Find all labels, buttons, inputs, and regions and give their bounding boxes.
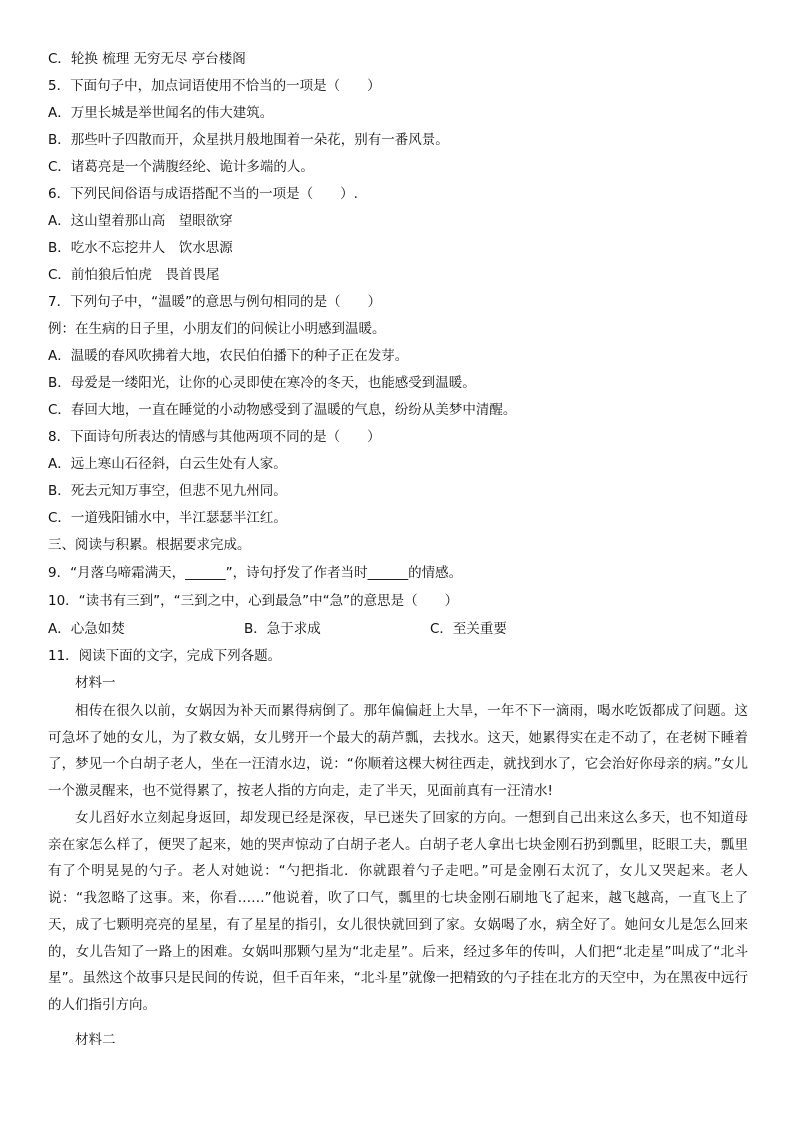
option-8a: A．远上寒山石径斜，白云生处有人家。 xyxy=(48,456,287,472)
option-6a: A．这山望着那山高 望眼欲穿 xyxy=(48,213,233,229)
option-10b: B．急于求成 xyxy=(244,621,321,637)
material-2-heading: 材料二 xyxy=(75,1032,116,1048)
material-1-paragraph-2: 女儿舀好水立刻起身返回，却发现已经是深夜，早已迷失了回家的方向。一想到自己出来这么多天，也不知道母亲在家怎么样了，便哭了起来，她的哭声惊动了白胡子老人。白胡子老人拿出七块金刚石扔到瓢里，眨眼工夫，瓢里有了个明晃晃的勺子。老人对她说：“勺把指北．你就跟着勺子走吧。”可是金刚石太沉了，女儿又哭起来。老人说：“我忽略了这事。来，你看……”他说着，吹了口气，瓢里的七块金刚石刷地飞了起来，越飞越高，一直飞上了天，成了七颗明亮亮的星星，有了星星的指引，女儿很快就回到了家。女娲喝了水，病全好了。她问女儿是怎么回来的，女儿告知了一路上的困难。女娲叫那颗勺星为“北走星”。后来，经过多年的传叫，人们把“北走星”叫成了“北斗星”。虽然这个故事只是民间的传说，但千百年来，“北斗星”就像一把精致的勺子挂在北方的天空中，为在黑夜中远行的人们指引方向。 xyxy=(48,810,748,1013)
option-6c: C．前怕狼后怕虎 畏首畏尾 xyxy=(48,267,220,283)
question-9: 9．“月落乌啼霜满天，______”，诗句抒发了作者当时______的情感。 xyxy=(48,565,463,581)
material-1-paragraph-1: 相传在很久以前，女娲因为补天而累得病倒了。那年偏偏赶上大旱，一年不下一滴雨，喝水吃饭都成了问题。这可急坏了她的女儿，为了救女娲，女儿劈开一个最大的葫芦瓢，去找水。这天，她累得实在走不动了，在老树下睡着了，梦见一个白胡子老人，坐在一汪清水边，说：“你顺着这棵大树往西走，就找到水了，它会治好你母亲的病。”女儿一个激灵醒来，也不觉得累了，按老人指的方向走，走了半天，见面前真有一汪清水! xyxy=(48,703,748,800)
option-10c: C．至关重要 xyxy=(430,621,507,637)
option-7b: B．母爱是一缕阳光，让你的心灵即使在寒冷的冬天，也能感受到温暖。 xyxy=(48,375,476,391)
option-4c: C．轮换 梳理 无穷无尽 亭台楼阁 xyxy=(48,51,246,67)
section-3-heading: 三、阅读与积累。根据要求完成。 xyxy=(48,537,251,553)
option-7c: C．春回大地，一直在睡觉的小动物感受到了温暖的气息，纷纷从美梦中清醒。 xyxy=(48,402,517,418)
question-6: 6．下列民间俗语与成语搭配不当的一项是（ ）. xyxy=(48,186,358,202)
question-5: 5．下面句子中，加点词语使用不恰当的一项是（ ） xyxy=(48,78,381,94)
question-8: 8．下面诗句所表达的情感与其他两项不同的是（ ） xyxy=(48,429,381,445)
question-10: 10．“读书有三到”，“三到之中，心到最急”中“急”的意思是（ ） xyxy=(48,593,459,609)
question-7: 7．下列句子中，“温暖”的意思与例句相同的是（ ） xyxy=(48,294,382,310)
option-10a: A．心急如焚 xyxy=(48,621,125,637)
example-7: 例：在生病的日子里，小朋友们的问候让小明感到温暖。 xyxy=(48,321,386,337)
option-8b: B．死去元知万事空，但悲不见九州同。 xyxy=(48,483,287,499)
option-7a: A．温暖的春风吹拂着大地，农民伯伯播下的种子正在发芽。 xyxy=(48,348,409,364)
material-1-heading: 材料一 xyxy=(75,675,116,691)
option-5a: A．万里长城是举世闻名的伟大建筑。 xyxy=(48,105,274,121)
option-8c: C．一道残阳铺水中，半江瑟瑟半江红。 xyxy=(48,510,287,526)
option-5b: B．那些叶子四散而开，众星拱月般地围着一朵花，别有一番风景。 xyxy=(48,132,449,148)
question-11: 11．阅读下面的文字，完成下列各题。 xyxy=(48,648,282,664)
option-6b: B．吃水不忘挖井人 饮水思源 xyxy=(48,240,233,256)
option-5c: C．诸葛亮是一个满腹经纶、诡计多端的人。 xyxy=(48,159,314,175)
